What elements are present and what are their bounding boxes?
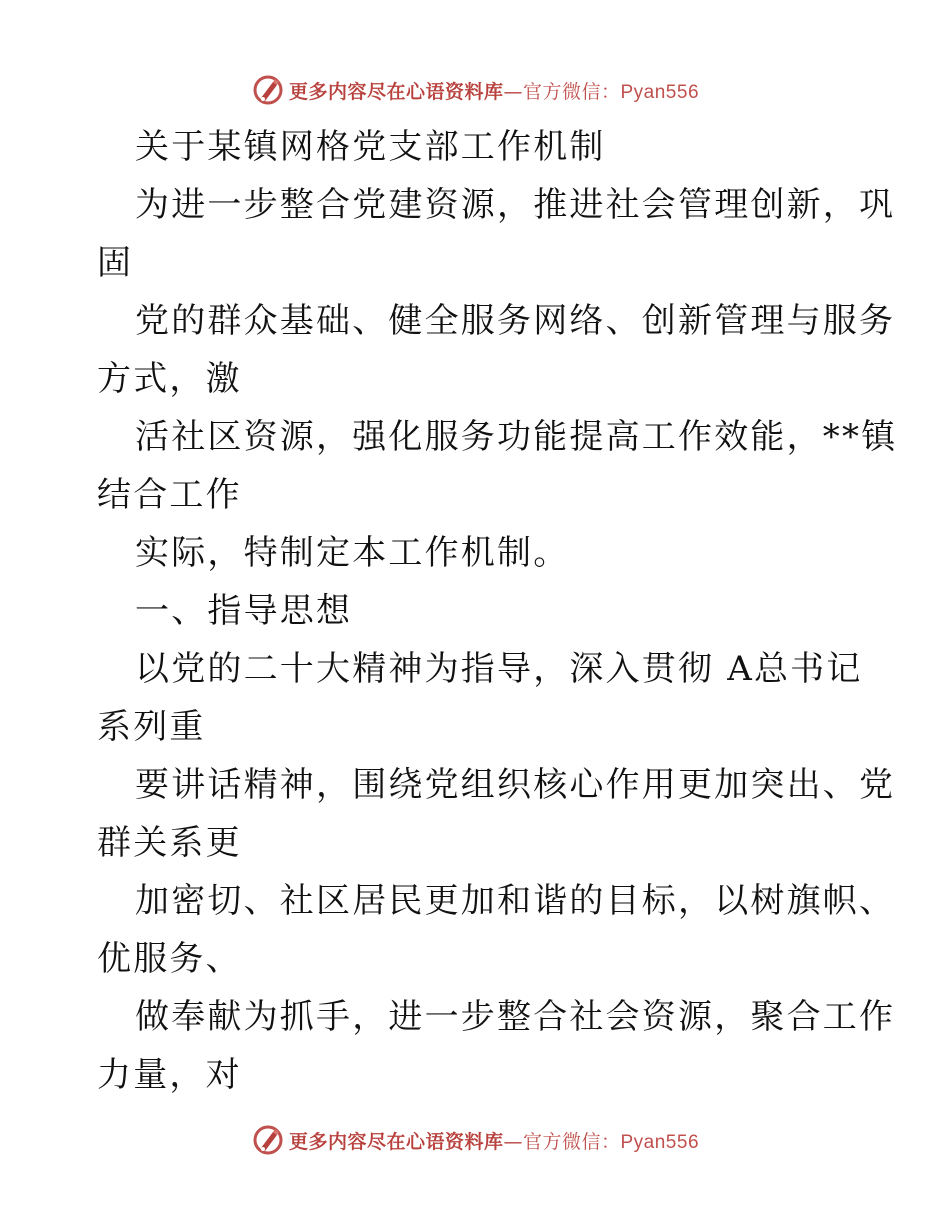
text-line: 做奉献为抓手，进一步整合社会资源，聚合工作	[135, 997, 896, 1037]
watermark-main-text: 更多内容尽在心语资料库	[288, 1130, 504, 1153]
watermark-text	[289, 1127, 699, 1154]
watermark-main-text: 更多内容尽在心语资料库	[288, 80, 504, 103]
text-line: 群关系更	[97, 823, 242, 863]
text-line: 一、指导思想	[135, 591, 353, 631]
text-line: 优服务、	[97, 939, 242, 979]
document-body	[97, 118, 898, 1104]
watermark-dash: —	[503, 1130, 523, 1153]
watermark-wechat-id: Pyan556	[620, 1131, 700, 1153]
text-line: 力量，对	[97, 1055, 242, 1095]
text-line: 系列重	[97, 707, 206, 747]
text-line: 固	[97, 243, 134, 283]
watermark-side-text: 官方微信：	[522, 80, 621, 103]
text-line: 方式，激	[97, 359, 242, 399]
text-line: 活社区资源，强化服务功能提高工作效能，**镇	[135, 417, 898, 457]
text-line: 党的群众基础、健全服务网络、创新管理与服务	[135, 301, 896, 341]
text-line: 为进一步整合党建资源，推进社会管理创新，巩	[135, 185, 896, 225]
text-line: 实际，特制定本工作机制。	[135, 533, 570, 573]
watermark-wechat-id: Pyan556	[620, 81, 700, 103]
watermark-side-text: 官方微信：	[522, 1130, 621, 1153]
pen-logo-icon	[251, 1123, 285, 1157]
text-line: 以党的二十大精神为指导，深入贯彻 A总书记	[135, 649, 863, 689]
header-watermark-banner	[0, 68, 950, 112]
text-line: 结合工作	[97, 475, 242, 515]
text-line: 关于某镇网格党支部工作机制	[135, 127, 606, 167]
text-line: 要讲话精神，围绕党组织核心作用更加突出、党	[135, 765, 896, 805]
watermark-dash: —	[503, 80, 523, 103]
watermark-text	[289, 77, 699, 104]
text-line: 加密切、社区居民更加和谐的目标，以树旗帜、	[135, 881, 896, 921]
pen-logo-icon	[251, 73, 285, 107]
footer-watermark-banner	[0, 1118, 950, 1162]
